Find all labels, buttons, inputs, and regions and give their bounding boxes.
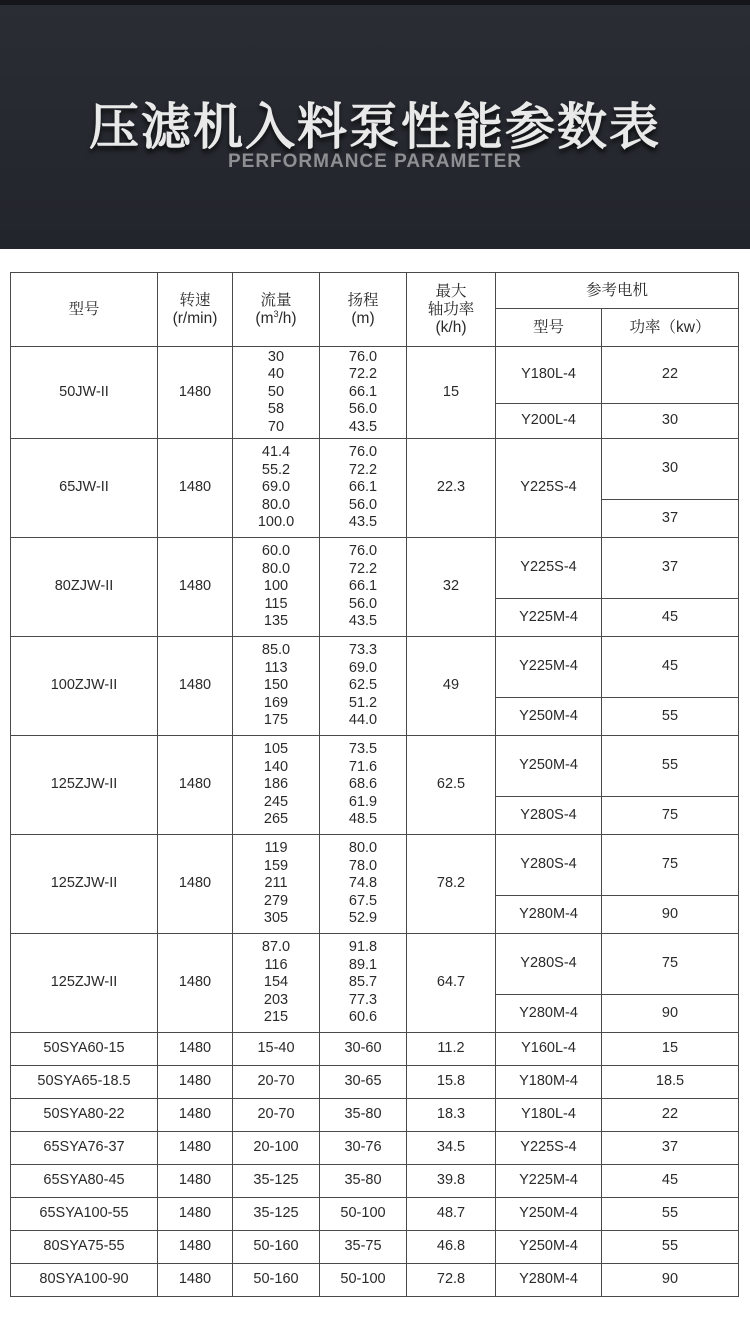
cell-motor-model: Y180M-4 xyxy=(496,1066,602,1099)
cell-model: 125ZJW-II xyxy=(11,934,158,1033)
cell-speed: 1480 xyxy=(158,1033,233,1066)
table-row xyxy=(11,1264,739,1297)
cell-model: 125ZJW-II xyxy=(11,736,158,835)
table-row xyxy=(11,934,739,995)
header-model-label: 型号 xyxy=(68,300,100,318)
cell-speed: 1480 xyxy=(158,1165,233,1198)
header-power-line1: 最大 xyxy=(435,282,467,300)
header-motor: 参考电机 xyxy=(496,273,739,309)
cell-motor-model: Y250M-4 xyxy=(496,698,602,736)
cell-speed: 1480 xyxy=(158,835,233,934)
table-row xyxy=(11,736,739,797)
page-subtitle: PERFORMANCE PARAMETER xyxy=(227,151,523,172)
header-power-unit: (k/h) xyxy=(435,318,467,336)
cell-motor-power: 75 xyxy=(602,934,739,995)
cell-model: 50SYA60-15 xyxy=(11,1033,158,1066)
cell-model: 65JW-II xyxy=(11,439,158,538)
table-row xyxy=(11,1231,739,1264)
cell-motor-model: Y225M-4 xyxy=(496,599,602,637)
cell-motor-model: Y180L-4 xyxy=(496,1099,602,1132)
cell-speed: 1480 xyxy=(158,1264,233,1297)
table-row xyxy=(11,835,739,896)
header-head-unit: (m) xyxy=(351,309,375,327)
cell-motor-power: 18.5 xyxy=(602,1066,739,1099)
cell-flow: 105 140 186 245 265 xyxy=(233,736,320,835)
table-row xyxy=(11,1165,739,1198)
header-flow-unit-post: /h) xyxy=(278,309,297,327)
cell-model: 80ZJW-II xyxy=(11,538,158,637)
cell-model: 65SYA80-45 xyxy=(11,1165,158,1198)
cell-model: 50JW-II xyxy=(11,347,158,439)
cell-flow: 87.0 116 154 203 215 xyxy=(233,934,320,1033)
cell-power: 78.2 xyxy=(407,835,496,934)
cell-model: 80SYA75-55 xyxy=(11,1231,158,1264)
header-flow-label: 流量 xyxy=(260,291,292,309)
cell-motor-model: Y225S-4 xyxy=(496,439,602,538)
cell-motor-model: Y280S-4 xyxy=(496,797,602,835)
header-flow-unit-sup: 3 xyxy=(273,308,279,319)
table-row xyxy=(11,1066,739,1099)
header-speed-label: 转速 xyxy=(179,291,211,309)
cell-head: 50-100 xyxy=(320,1198,407,1231)
cell-speed: 1480 xyxy=(158,347,233,439)
cell-speed: 1480 xyxy=(158,1231,233,1264)
cell-head: 50-100 xyxy=(320,1264,407,1297)
cell-speed: 1480 xyxy=(158,637,233,736)
cell-head: 91.8 89.1 85.7 77.3 60.6 xyxy=(320,934,407,1033)
cell-flow: 35-125 xyxy=(233,1165,320,1198)
cell-head: 30-76 xyxy=(320,1132,407,1165)
cell-motor-model: Y200L-4 xyxy=(496,404,602,439)
cell-flow: 20-70 xyxy=(233,1066,320,1099)
cell-head: 80.0 78.0 74.8 67.5 52.9 xyxy=(320,835,407,934)
header-banner xyxy=(0,0,750,249)
cell-motor-power: 75 xyxy=(602,797,739,835)
cell-motor-power: 37 xyxy=(602,1132,739,1165)
cell-speed: 1480 xyxy=(158,934,233,1033)
cell-head: 76.0 72.2 66.1 56.0 43.5 xyxy=(320,347,407,439)
header-motor-power: 功率（kw） xyxy=(602,309,739,347)
cell-motor-power: 90 xyxy=(602,995,739,1033)
cell-motor-model: Y225S-4 xyxy=(496,1132,602,1165)
cell-model: 50SYA80-22 xyxy=(11,1099,158,1132)
cell-power: 11.2 xyxy=(407,1033,496,1066)
cell-model: 100ZJW-II xyxy=(11,637,158,736)
cell-power: 15 xyxy=(407,347,496,439)
cell-head: 30-60 xyxy=(320,1033,407,1066)
cell-motor-model: Y225M-4 xyxy=(496,637,602,698)
cell-motor-power: 55 xyxy=(602,1231,739,1264)
cell-motor-power: 90 xyxy=(602,896,739,934)
cell-motor-power: 30 xyxy=(602,404,739,439)
cell-speed: 1480 xyxy=(158,538,233,637)
cell-model: 65SYA100-55 xyxy=(11,1198,158,1231)
cell-model: 125ZJW-II xyxy=(11,835,158,934)
cell-motor-model: Y280M-4 xyxy=(496,896,602,934)
cell-speed: 1480 xyxy=(158,1099,233,1132)
cell-head: 30-65 xyxy=(320,1066,407,1099)
table-row xyxy=(11,538,739,599)
table-row xyxy=(11,1033,739,1066)
cell-flow: 35-125 xyxy=(233,1198,320,1231)
header-speed-unit: (r/min) xyxy=(172,309,218,327)
header-head-label: 扬程 xyxy=(347,291,379,309)
table-row xyxy=(11,1132,739,1165)
header-flow xyxy=(233,273,320,347)
cell-motor-power: 22 xyxy=(602,347,739,404)
cell-flow: 20-70 xyxy=(233,1099,320,1132)
cell-speed: 1480 xyxy=(158,1132,233,1165)
table-row xyxy=(11,637,739,698)
performance-table xyxy=(10,272,739,1297)
cell-head: 35-80 xyxy=(320,1099,407,1132)
cell-flow: 60.0 80.0 100 115 135 xyxy=(233,538,320,637)
header-head xyxy=(320,273,407,347)
cell-motor-model: Y180L-4 xyxy=(496,347,602,404)
cell-power: 64.7 xyxy=(407,934,496,1033)
cell-motor-power: 45 xyxy=(602,1165,739,1198)
cell-motor-power: 22 xyxy=(602,1099,739,1132)
cell-flow: 85.0 113 150 169 175 xyxy=(233,637,320,736)
cell-flow: 30 40 50 58 70 xyxy=(233,347,320,439)
cell-motor-power: 90 xyxy=(602,1264,739,1297)
cell-motor-power: 75 xyxy=(602,835,739,896)
cell-speed: 1480 xyxy=(158,1198,233,1231)
table-header-row xyxy=(11,273,739,309)
table-row xyxy=(11,439,739,500)
performance-table-wrapper xyxy=(10,272,739,1297)
header-flow-unit-pre: (m xyxy=(255,309,274,327)
cell-motor-power: 37 xyxy=(602,538,739,599)
cell-speed: 1480 xyxy=(158,439,233,538)
cell-motor-model: Y250M-4 xyxy=(496,1231,602,1264)
header-power xyxy=(407,273,496,347)
header-model xyxy=(11,273,158,347)
cell-power: 32 xyxy=(407,538,496,637)
cell-head: 35-80 xyxy=(320,1165,407,1198)
cell-speed: 1480 xyxy=(158,1066,233,1099)
cell-model: 80SYA100-90 xyxy=(11,1264,158,1297)
cell-motor-model: Y250M-4 xyxy=(496,736,602,797)
cell-power: 72.8 xyxy=(407,1264,496,1297)
cell-head: 35-75 xyxy=(320,1231,407,1264)
table-row xyxy=(11,347,739,404)
cell-head: 73.3 69.0 62.5 51.2 44.0 xyxy=(320,637,407,736)
cell-motor-power: 30 xyxy=(602,439,739,500)
cell-motor-model: Y280S-4 xyxy=(496,934,602,995)
cell-motor-power: 45 xyxy=(602,599,739,637)
cell-head: 73.5 71.6 68.6 61.9 48.5 xyxy=(320,736,407,835)
cell-power: 62.5 xyxy=(407,736,496,835)
cell-head: 76.0 72.2 66.1 56.0 43.5 xyxy=(320,439,407,538)
cell-power: 48.7 xyxy=(407,1198,496,1231)
cell-flow: 41.4 55.2 69.0 80.0 100.0 xyxy=(233,439,320,538)
cell-motor-model: Y250M-4 xyxy=(496,1198,602,1231)
table-row xyxy=(11,1198,739,1231)
cell-flow: 20-100 xyxy=(233,1132,320,1165)
header-power-line2: 轴功率 xyxy=(427,300,475,318)
cell-power: 46.8 xyxy=(407,1231,496,1264)
cell-motor-model: Y280M-4 xyxy=(496,1264,602,1297)
page-title: 压滤机入料泵性能参数表 xyxy=(89,98,661,156)
cell-model: 65SYA76-37 xyxy=(11,1132,158,1165)
cell-power: 49 xyxy=(407,637,496,736)
cell-motor-model: Y225S-4 xyxy=(496,538,602,599)
cell-power: 34.5 xyxy=(407,1132,496,1165)
header-motor-model: 型号 xyxy=(496,309,602,347)
cell-motor-power: 15 xyxy=(602,1033,739,1066)
cell-power: 39.8 xyxy=(407,1165,496,1198)
cell-motor-power: 55 xyxy=(602,1198,739,1231)
table-row xyxy=(11,1099,739,1132)
cell-speed: 1480 xyxy=(158,736,233,835)
cell-flow: 50-160 xyxy=(233,1264,320,1297)
cell-flow: 50-160 xyxy=(233,1231,320,1264)
cell-motor-power: 37 xyxy=(602,500,739,538)
cell-motor-power: 55 xyxy=(602,736,739,797)
cell-flow: 119 159 211 279 305 xyxy=(233,835,320,934)
header-speed xyxy=(158,273,233,347)
cell-motor-model: Y160L-4 xyxy=(496,1033,602,1066)
cell-motor-model: Y280M-4 xyxy=(496,995,602,1033)
cell-model: 50SYA65-18.5 xyxy=(11,1066,158,1099)
cell-flow: 15-40 xyxy=(233,1033,320,1066)
cell-power: 15.8 xyxy=(407,1066,496,1099)
cell-power: 22.3 xyxy=(407,439,496,538)
cell-power: 18.3 xyxy=(407,1099,496,1132)
cell-motor-model: Y225M-4 xyxy=(496,1165,602,1198)
cell-motor-power: 45 xyxy=(602,637,739,698)
cell-motor-power: 55 xyxy=(602,698,739,736)
cell-motor-model: Y280S-4 xyxy=(496,835,602,896)
cell-head: 76.0 72.2 66.1 56.0 43.5 xyxy=(320,538,407,637)
